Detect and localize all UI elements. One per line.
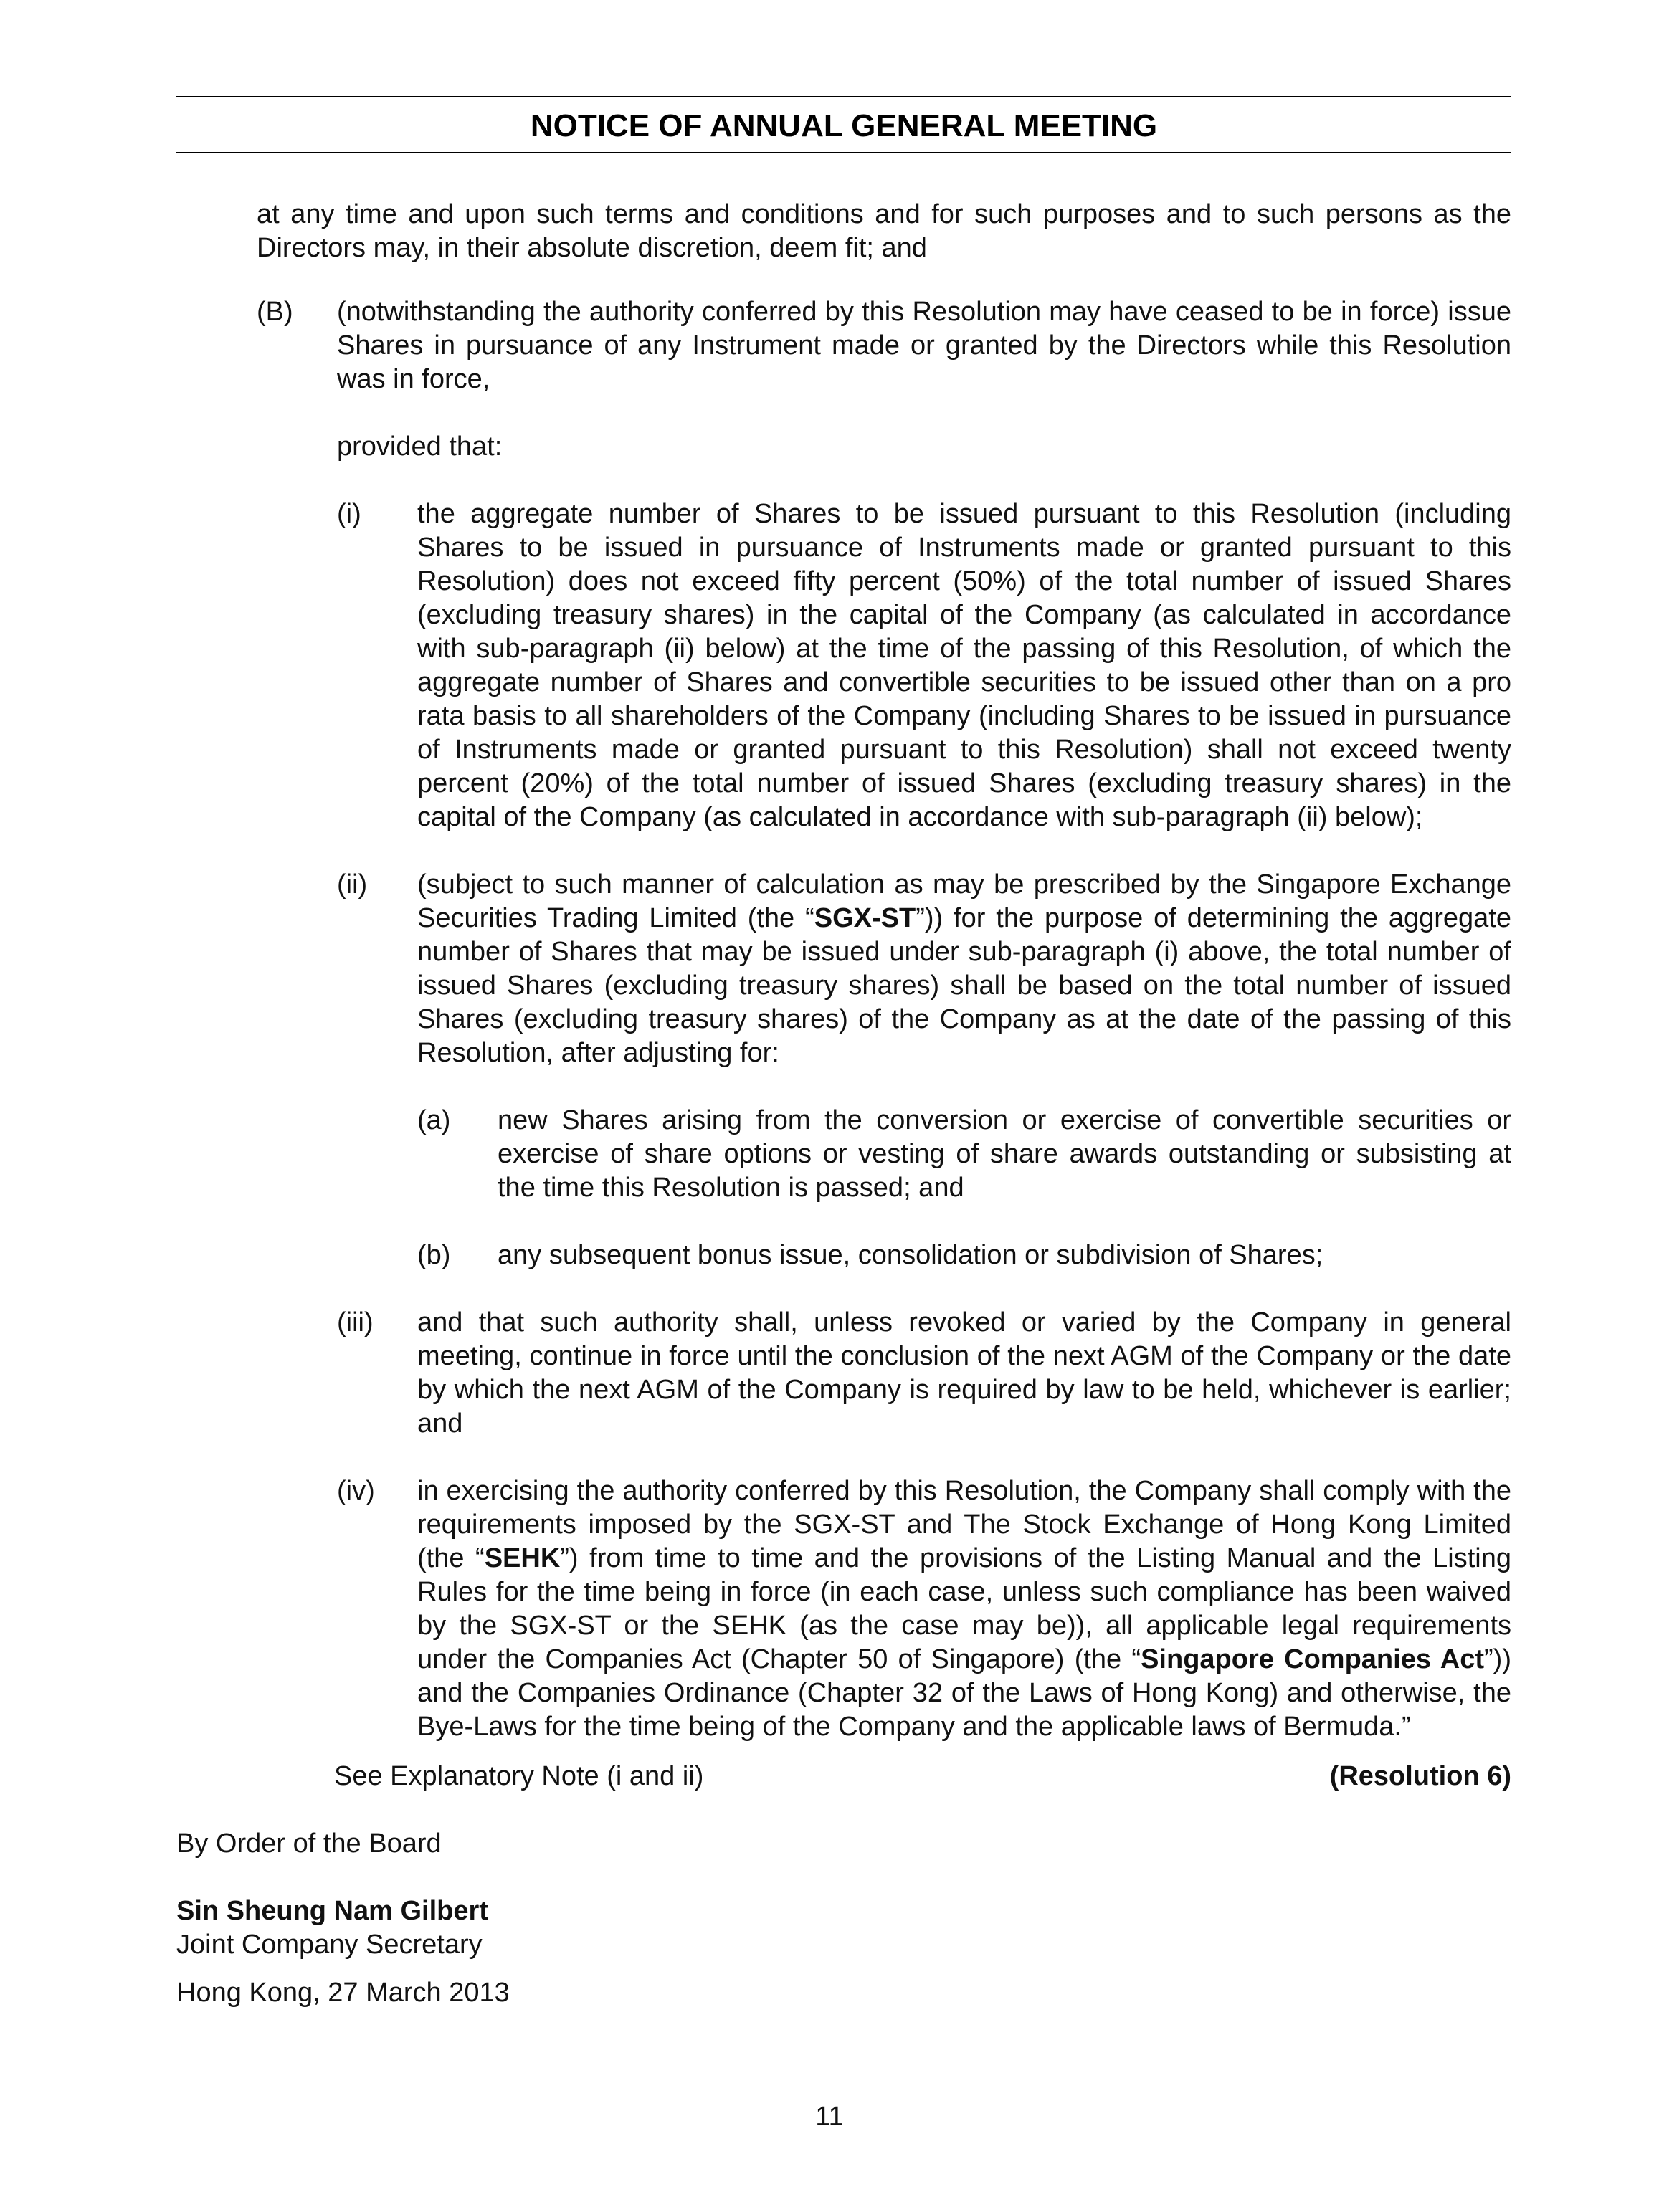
sub-paragraph-iv <box>176 1474 1511 1744</box>
sub-ii-text-a: (subject to such manner of calculation as may be prescribed by the Singapore Exchange Securities Trading Limited (the “ <box>417 869 1511 933</box>
singapore-companies-act-term: Singapore Companies Act <box>1141 1644 1485 1674</box>
notice-body <box>176 198 1511 2010</box>
header-bottom-rule <box>176 152 1511 153</box>
sub-a-text: new Shares arising from the conversion or exercise of convertible securities or exercise of share options or vesting of share awards outstanding or subsisting at the time this Resolution is passed; and <box>498 1105 1511 1203</box>
continuation-paragraph: at any time and upon such terms and conditions and for such purposes and to such persons as the Directors may, in their absolute discretion, deem fit; and <box>257 199 1511 263</box>
signatory-role: Joint Company Secretary <box>176 1930 483 1960</box>
page-title: NOTICE OF ANNUAL GENERAL MEETING <box>530 108 1158 143</box>
sub-paragraph-i <box>176 497 1511 834</box>
sub-iv-text-a: in exercising the authority conferred by this Resolution, the Company shall comply with the requirements imposed by the SGX-ST and The Stock Exchange of Hong Kong Limited (the “ <box>417 1476 1511 1573</box>
sub-iii-label: (iii) <box>337 1307 374 1338</box>
sub-b-text: any subsequent bonus issue, consolidation or subdivision of Shares; <box>498 1240 1323 1270</box>
explanatory-note-row <box>176 1760 1511 1793</box>
provided-that: provided that: <box>337 432 503 462</box>
signatory-name: Sin Sheung Nam Gilbert <box>176 1896 488 1926</box>
sub-paragraph-a <box>176 1104 1511 1205</box>
sub-i-label: (i) <box>337 499 361 529</box>
sub-paragraph-ii <box>176 868 1511 1070</box>
sub-paragraph-iii <box>176 1306 1511 1441</box>
header-top-rule <box>176 96 1511 97</box>
clause-b-text: (notwithstanding the authority conferred by this Resolution may have ceased to be in force) issue Shares in pursuance of any Instrument made or granted by the Directors while this Resolution was in force, <box>337 297 1511 394</box>
sub-a-label: (a) <box>417 1105 451 1135</box>
sub-b-label: (b) <box>417 1240 451 1270</box>
by-order-of-board: By Order of the Board <box>176 1829 442 1859</box>
sub-iv-text-b: ”) from time to time and the provisions of the Listing Manual and the Listing Rules for the time being in force (in each case, unless such compliance has been waived by the SGX-ST or the SEHK (as the case may be)), all applicable legal requirements under the Companies Act (Chapter 50 of Singapore) (the “ <box>417 1543 1511 1674</box>
resolution-number: (Resolution 6) <box>1329 1761 1511 1791</box>
sub-i-text: the aggregate number of Shares to be issued pursuant to this Resolution (including Shares to be issued in pursuance of Instruments made or granted pursuant to this Resolution) does not exceed fifty percent (50%) of the total number of issued Shares (excluding treasury shares) in the capital of the Company (as calculated in accordance with sub-paragraph (ii) below) at the time of the passing of this Resolution, of which the aggregate number of Shares and convertible securities to be issued other than on a pro rata basis to all shareholders of the Company (including Shares to be issued in pursuance of Instruments made or granted pursuant to this Resolution) shall not exceed twenty percent (20%) of the total number of issued Shares (excluding treasury shares) in the capital of the Company (as calculated in accordance with sub-paragraph (ii) below); <box>417 499 1511 832</box>
sub-ii-label: (ii) <box>337 869 368 900</box>
clause-b-label: (B) <box>257 297 293 327</box>
sub-ii-text-b: ”)) for the purpose of determining the aggregate number of Shares that may be issued under sub-paragraph (i) above, the total number of issued Shares (excluding treasury shares) shall be based on the total number of issued Shares (excluding treasury shares) of the Company as at the date of the passing of this Resolution, after adjusting for: <box>417 903 1511 1068</box>
sub-iv-text <box>417 1474 1511 1744</box>
sgx-st-term: SGX-ST <box>814 903 916 933</box>
sub-iv-text-c: ”)) and the Companies Ordinance (Chapter 32 of the Laws of Hong Kong) and otherwise, the Bye-Laws for the time being of the Company and the applicable laws of Bermuda.” <box>417 1644 1511 1742</box>
sehk-term: SEHK <box>484 1543 561 1573</box>
sub-iii-text: and that such authority shall, unless revoked or varied by the Company in general meeting, continue in force until the conclusion of the next AGM of the Company or the date by which the next AGM of the Company is required by law to be held, whichever is earlier; and <box>417 1307 1511 1439</box>
sub-iv-label: (iv) <box>337 1476 375 1506</box>
place-and-date: Hong Kong, 27 March 2013 <box>176 1978 510 2008</box>
explanatory-note: See Explanatory Note (i and ii) <box>334 1761 704 1791</box>
clause-b <box>176 295 1511 396</box>
sub-ii-text <box>417 868 1511 1070</box>
page-number: 11 <box>815 2102 844 2132</box>
sub-paragraph-b <box>176 1239 1511 1272</box>
